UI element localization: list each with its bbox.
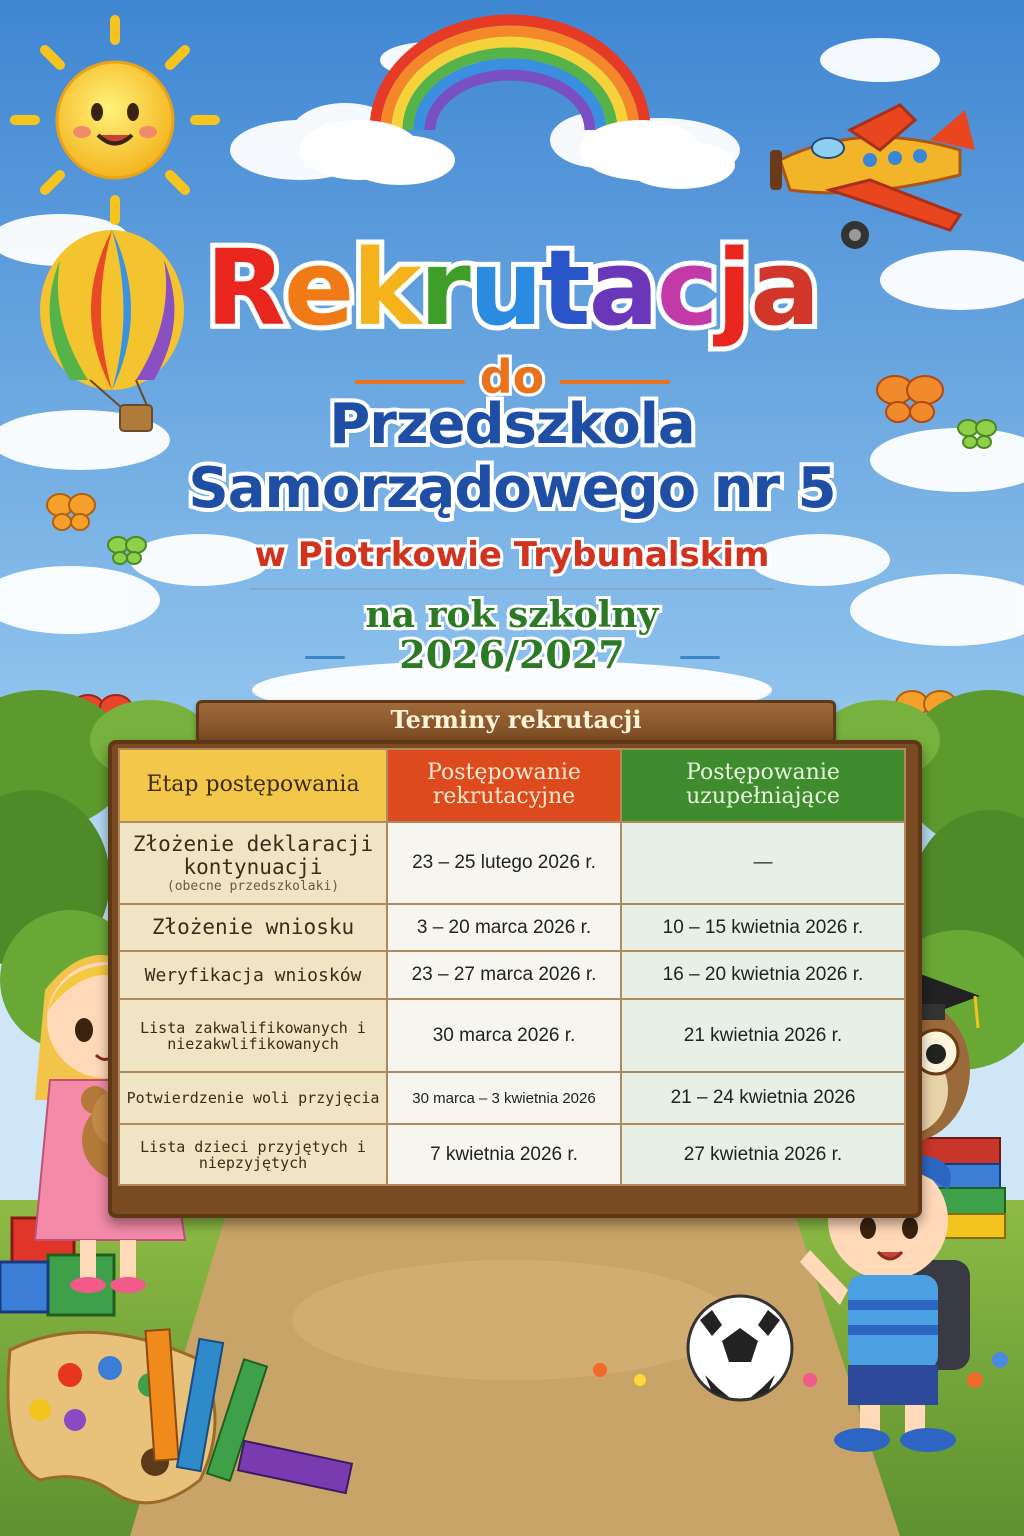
school-year-value: 2026/2027 xyxy=(399,632,625,677)
heading-school-line-2: Samorządowego nr 5 xyxy=(188,456,836,521)
school-year-label: na rok szkolny xyxy=(365,594,659,636)
heading-letter: t xyxy=(540,227,589,349)
supplementary-date: 16 – 20 kwietnia 2026 r. xyxy=(621,951,905,999)
recruitment-date: 23 – 25 lutego 2026 r. xyxy=(387,822,621,905)
schedule-sign xyxy=(196,700,836,744)
recruitment-schedule-table xyxy=(118,748,906,1186)
stage-label: Lista dzieci przyjętych i niepzyjętych xyxy=(119,1124,387,1185)
supplementary-date: 27 kwietnia 2026 r. xyxy=(621,1124,905,1185)
supplementary-date: 10 – 15 kwietnia 2026 r. xyxy=(621,904,905,950)
table-row xyxy=(119,999,905,1072)
heading-letter: r xyxy=(419,227,469,349)
table-row xyxy=(119,904,905,950)
supplementary-date: — xyxy=(621,822,905,905)
heading-city: w Piotrkowie Trybunalskim xyxy=(254,535,770,575)
paint-palette xyxy=(8,1332,215,1503)
recruitment-date: 3 – 20 marca 2026 r. xyxy=(387,904,621,950)
heading-letter: k xyxy=(352,227,420,349)
recruitment-date: 30 marca – 3 kwietnia 2026 xyxy=(387,1072,621,1124)
heading-connector: do xyxy=(479,350,545,404)
stage-label: Złożenie deklaracji kontynuacji xyxy=(132,831,374,879)
heading-letter: R xyxy=(205,227,284,349)
divider xyxy=(250,588,774,590)
supplementary-date: 21 – 24 kwietnia 2026 xyxy=(621,1072,905,1124)
stage-label: Weryfikacja wniosków xyxy=(119,951,387,999)
heading-school-line-1: Przedszkola xyxy=(329,392,695,457)
table-header-row xyxy=(119,749,905,822)
table-row xyxy=(119,822,905,905)
table-row xyxy=(119,951,905,999)
table-row xyxy=(119,1072,905,1124)
table-row xyxy=(119,1124,905,1185)
heading-letter: e xyxy=(283,227,353,349)
schedule-caption: Terminy rekrutacji xyxy=(390,705,642,734)
heading-letter: a xyxy=(588,227,657,349)
heading-letter: c xyxy=(656,227,717,349)
stage-cell xyxy=(119,822,387,905)
stage-label: Potwierdzenie woli przyjęcia xyxy=(119,1072,387,1124)
recruitment-date: 30 marca 2026 r. xyxy=(387,999,621,1072)
soccer-ball xyxy=(688,1296,792,1400)
heading-recruitment xyxy=(0,228,1024,348)
recruitment-date: 7 kwietnia 2026 r. xyxy=(387,1124,621,1185)
stage-note: (obecne przedszkolaki) xyxy=(166,878,340,894)
heading-letter: u xyxy=(468,227,541,349)
column-header-stage: Etap postępowania xyxy=(119,749,387,822)
stage-label: Lista zakwalifikowanych i niezakwlifikowanych xyxy=(119,999,387,1072)
heading-letter: a xyxy=(750,227,819,349)
divider xyxy=(305,656,345,659)
divider xyxy=(680,656,720,659)
column-header-supplementary: Postępowanie uzupełniające xyxy=(621,749,905,822)
heading-letter: j xyxy=(716,227,751,349)
recruitment-date: 23 – 27 marca 2026 r. xyxy=(387,951,621,999)
supplementary-date: 21 kwietnia 2026 r. xyxy=(621,999,905,1072)
column-header-recruitment: Postępowanie rekrutacyjne xyxy=(387,749,621,822)
stage-label: Złożenie wniosku xyxy=(119,904,387,950)
